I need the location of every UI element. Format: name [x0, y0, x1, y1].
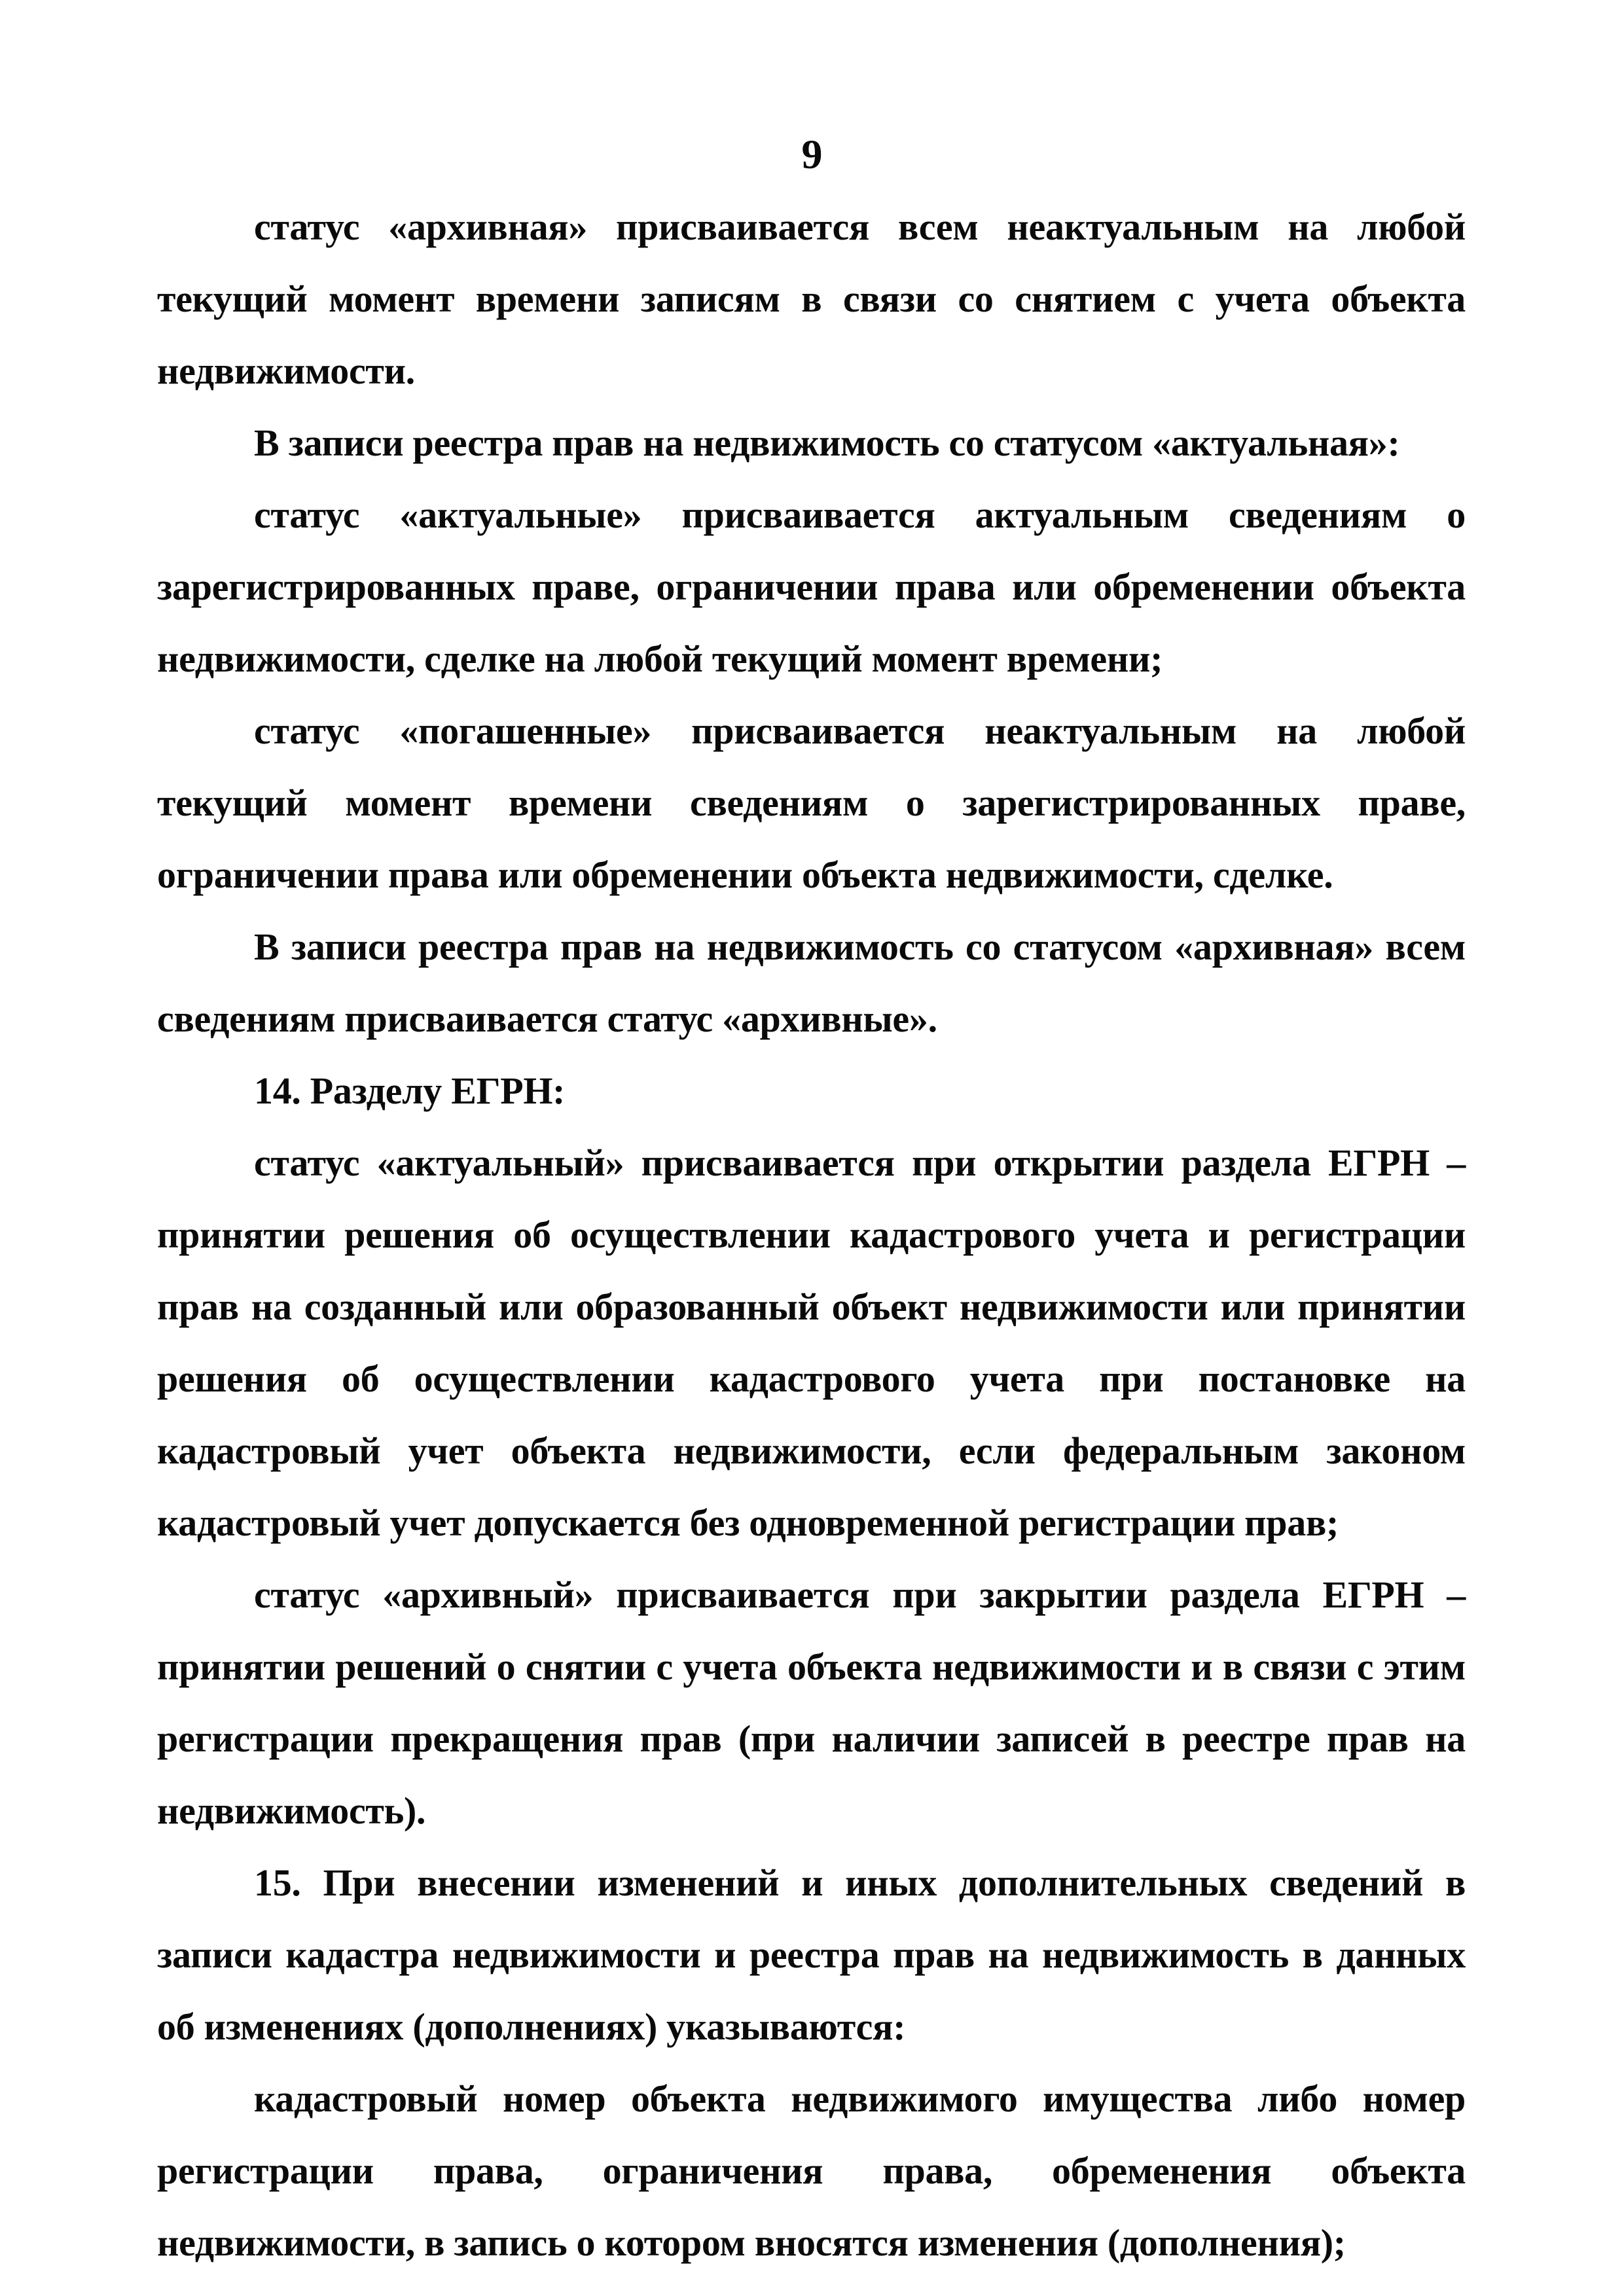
- paragraph-section-status-actual: статус «актуальный» присваивается при открытии раздела ЕГРН – принятии решения об осуществлении кадастрового учета и регистрации прав на созданный или образованный объект недвижимости или принятии решения об осуществлении кадастрового учета при постановке на кадастровый учет объекта недвижимости, если федеральным законом кадастровый учет допускается без одновременной регистрации прав;: [157, 1141, 1466, 1544]
- document-body: [157, 191, 1466, 2279]
- paragraph-archive-status-cadastre: статус «архивная» присваивается всем неактуальным на любой текущий момент времени записям в связи со снятием с учета объекта недвижимости.: [157, 206, 1466, 392]
- paragraph-section-14-heading: 14. Разделу ЕГРН:: [254, 1069, 566, 1112]
- paragraph-rights-register-actual-heading: В записи реестра прав на недвижимость со статусом «актуальная»:: [254, 422, 1400, 464]
- paragraph-rights-register-archive: В записи реестра прав на недвижимость со статусом «архивная» всем сведениям присваивается статус «архивные».: [157, 925, 1466, 1040]
- paragraph-section-15: 15. При внесении изменений и иных дополнительных сведений в записи кадастра недвижимости и реестра прав на недвижимость в данных об изменениях (дополнениях) указываются:: [157, 1861, 1466, 2048]
- paragraph-section-status-archive: статус «архивный» присваивается при закрытии раздела ЕГРН – принятии решений о снятии с учета объекта недвижимости и в связи с этим регистрации прекращения прав (при наличии записей в реестре прав на недвижимость).: [157, 1573, 1466, 1832]
- paragraph-cadastral-number-item: кадастровый номер объекта недвижимого имущества либо номер регистрации права, ограничения права, обременения объекта недвижимости, в запись о котором вносятся изменения (дополнения);: [157, 2077, 1466, 2264]
- page-number: 9: [801, 131, 823, 177]
- paragraph-status-repaid-rights: статус «погашенные» присваивается неактуальным на любой текущий момент времени сведениям о зарегистрированных праве, ограничении права или обременении объекта недвижимости, сделке.: [157, 709, 1466, 896]
- paragraph-status-actual-rights: статус «актуальные» присваивается актуальным сведениям о зарегистрированных праве, ограничении права или обременении объекта недвижимости, сделке на любой текущий момент времени;: [157, 493, 1466, 680]
